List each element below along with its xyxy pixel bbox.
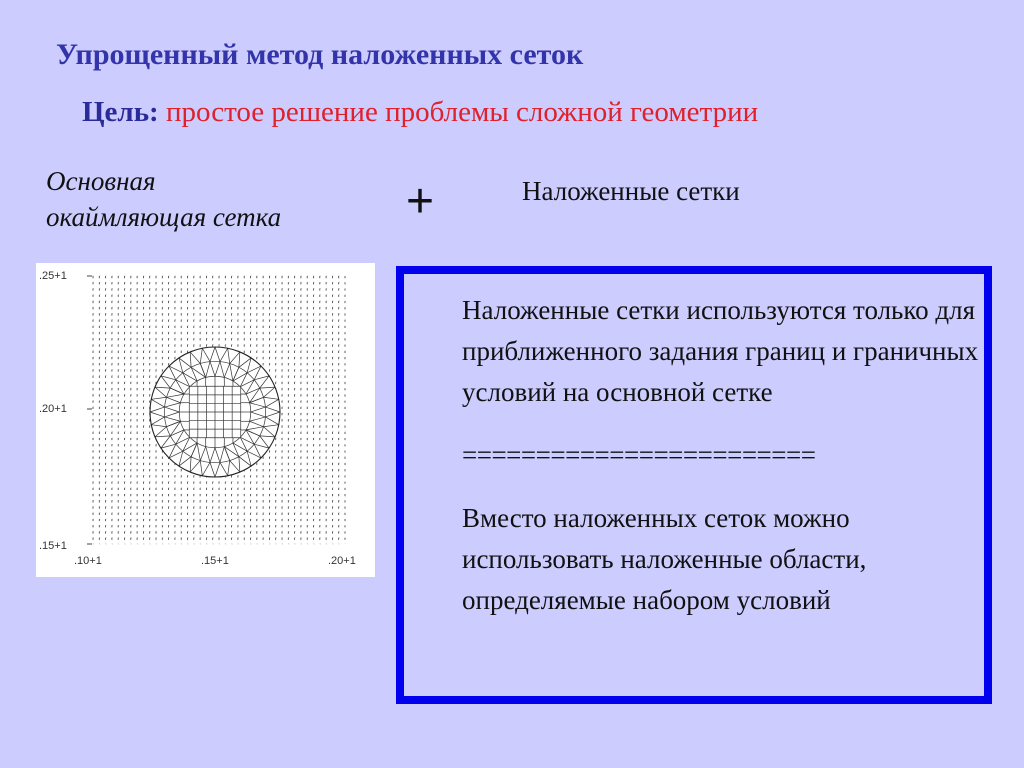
y-tick-label: .25+1 — [39, 270, 67, 282]
x-tick-label: .10+1 — [74, 555, 102, 567]
info-paragraph-1: Наложенные сетки используются только для приближенного задания границ и граничных условий на основной сетке — [462, 295, 979, 407]
goal-label: Цель: — [82, 96, 159, 128]
x-tick-label: .15+1 — [201, 555, 229, 567]
y-tick-label: .20+1 — [39, 403, 67, 415]
base-grid-caption-line-1: Основная — [46, 166, 156, 196]
grid-plot — [36, 263, 375, 577]
base-grid-caption-line-2: окаймляющая сетка — [46, 202, 282, 232]
info-text — [462, 290, 992, 621]
info-divider: ======================== — [462, 440, 816, 470]
slide-title: Упрощенный метод наложенных сеток — [56, 38, 584, 71]
info-box — [396, 266, 992, 704]
grid-plot-svg — [36, 263, 375, 577]
x-tick-label: .20+1 — [328, 555, 356, 567]
plus-sign: + — [406, 175, 435, 228]
goal-text: простое решение проблемы сложной геометрии — [165, 96, 759, 128]
base-grid-caption — [46, 163, 281, 235]
goal-line — [82, 96, 758, 129]
y-tick-label: .15+1 — [39, 540, 67, 552]
overlay-circle-mesh — [150, 347, 280, 477]
info-paragraph-2: Вместо наложенных сеток можно использовать наложенные области, определяемые набором условий — [462, 503, 867, 615]
overset-grids-caption: Наложенные сетки — [522, 176, 740, 206]
